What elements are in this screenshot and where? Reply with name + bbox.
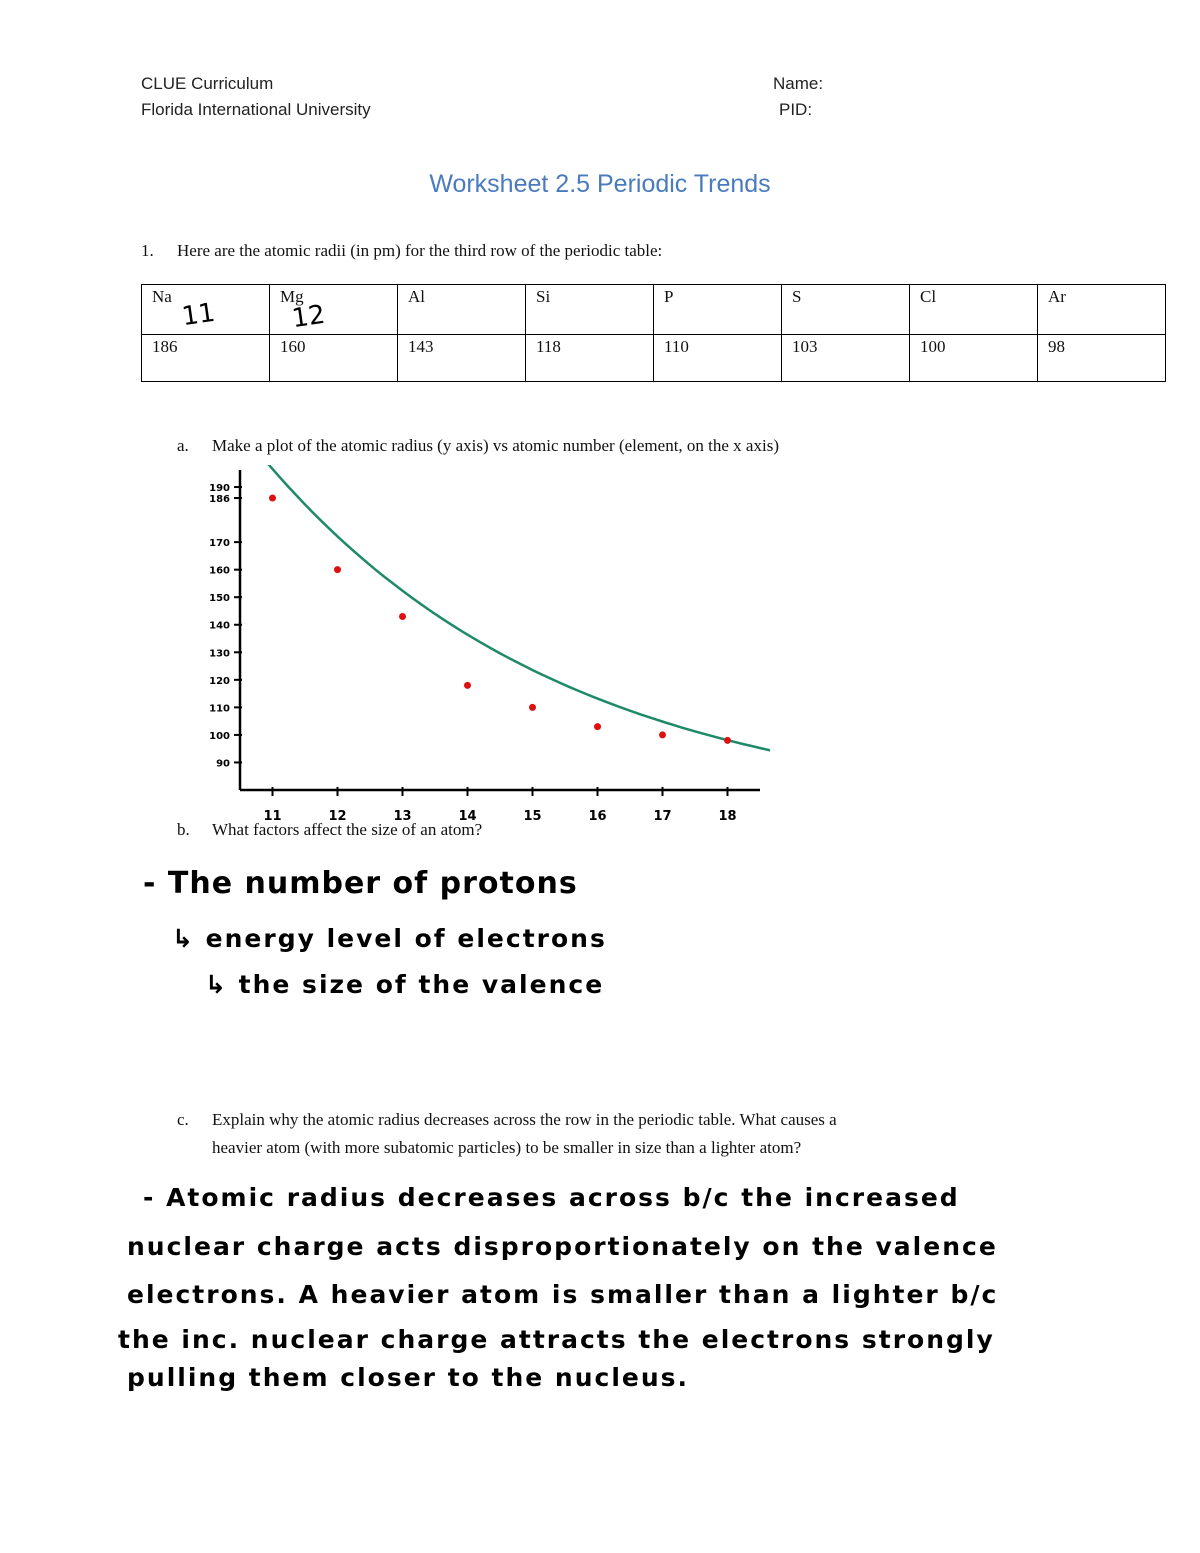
element-symbol: Mg <box>280 287 304 306</box>
radius-value: 103 <box>792 337 818 356</box>
radius-value: 118 <box>536 337 561 356</box>
table-cell <box>910 335 1038 382</box>
name-label: Name: <box>773 74 824 93</box>
y-tick-label: 120 <box>209 675 230 687</box>
answer-c-line-3: electrons. A heavier atom is smaller than a lighter b/c <box>127 1280 999 1309</box>
y-tick-label: 100 <box>209 730 230 742</box>
answer-b-line-3: ↳ the size of the valence <box>205 970 605 999</box>
part-c-text-line-2: heavier atom (with more subatomic particles) to be smaller in size than a lighter atom? <box>212 1138 802 1157</box>
radius-value: 110 <box>664 337 689 356</box>
x-tick-label: 14 <box>458 809 477 824</box>
x-tick-label: 12 <box>328 809 347 824</box>
answer-c-line-2: nuclear charge acts disproportionately on the valence <box>127 1232 998 1261</box>
table-cell <box>398 285 526 335</box>
element-symbol: Ar <box>1048 287 1066 306</box>
part-b-letter: b. <box>177 820 190 839</box>
radius-value: 160 <box>280 337 306 356</box>
element-symbol: S <box>792 287 802 306</box>
data-point <box>464 682 471 689</box>
y-tick-label: 130 <box>209 648 230 660</box>
radius-value: 143 <box>408 337 434 356</box>
part-b-text: What factors affect the size of an atom? <box>212 820 483 839</box>
handwritten-atomic-number-na: 11 <box>180 297 218 333</box>
data-point <box>269 495 276 502</box>
y-tick-label: 186 <box>209 494 230 506</box>
y-tick-label: 140 <box>209 620 230 632</box>
table-cell <box>526 285 654 335</box>
data-point <box>529 704 536 711</box>
data-point <box>594 723 601 730</box>
data-point <box>399 613 406 620</box>
x-tick-label: 16 <box>588 809 607 824</box>
trend-line <box>253 465 770 752</box>
table-cell <box>782 335 910 382</box>
table-cell <box>654 335 782 382</box>
pid-label: PID: <box>779 100 813 119</box>
table-cell <box>782 285 910 335</box>
y-tick-label: 110 <box>209 703 230 715</box>
element-symbol: Si <box>536 287 551 306</box>
answer-b-line-1: - The number of protons <box>143 866 578 901</box>
table-cell <box>910 285 1038 335</box>
x-tick-label: 15 <box>523 809 542 824</box>
data-point <box>334 566 341 573</box>
element-symbol: Cl <box>920 287 937 306</box>
element-symbol: Al <box>408 287 425 306</box>
answer-c-line-4: the inc. nuclear charge attracts the electrons strongly <box>118 1325 995 1354</box>
worksheet-title: Worksheet 2.5 Periodic Trends <box>429 170 771 198</box>
part-c-text-line-1: Explain why the atomic radius decreases across the row in the periodic table. What causes a <box>212 1110 837 1129</box>
table-cell <box>142 335 270 382</box>
y-tick-label: 190 <box>209 483 230 495</box>
y-tick-label: 90 <box>216 758 230 770</box>
header-course: CLUE Curriculum <box>141 74 274 93</box>
element-symbol: Na <box>152 287 172 306</box>
element-symbol: P <box>664 287 674 306</box>
table-cell <box>1038 335 1166 382</box>
radius-value: 186 <box>152 337 178 356</box>
y-tick-label: 150 <box>209 593 230 605</box>
data-point <box>724 737 731 744</box>
part-a-letter: a. <box>177 436 189 455</box>
question-text: Here are the atomic radii (in pm) for the third row of the periodic table: <box>177 241 663 260</box>
table-cell <box>654 285 782 335</box>
question-number: 1. <box>141 241 154 260</box>
radius-value: 100 <box>920 337 946 356</box>
table-cell <box>270 335 398 382</box>
answer-b-line-2: ↳ energy level of electrons <box>172 924 607 953</box>
x-tick-label: 11 <box>263 809 282 824</box>
data-point <box>659 731 666 738</box>
part-a-text: Make a plot of the atomic radius (y axis) vs atomic number (element, on the x axis) <box>212 436 779 455</box>
x-tick-label: 13 <box>393 809 412 824</box>
atomic-radius-plot <box>190 465 770 830</box>
header-university: Florida International University <box>141 100 371 119</box>
table-row <box>142 335 1166 382</box>
y-tick-label: 160 <box>209 565 230 577</box>
table-cell <box>1038 285 1166 335</box>
table-cell <box>398 335 526 382</box>
part-c-letter: c. <box>177 1110 189 1129</box>
table-cell <box>270 285 398 335</box>
y-tick-label: 170 <box>209 538 230 550</box>
table-cell <box>526 335 654 382</box>
answer-c-line-1: - Atomic radius decreases across b/c the increased <box>143 1183 960 1212</box>
x-tick-label: 18 <box>718 809 737 824</box>
x-tick-label: 17 <box>653 809 672 824</box>
radius-value: 98 <box>1048 337 1065 356</box>
handwritten-atomic-number-mg: 12 <box>290 299 328 335</box>
answer-c-line-5: pulling them closer to the nucleus. <box>127 1363 690 1392</box>
